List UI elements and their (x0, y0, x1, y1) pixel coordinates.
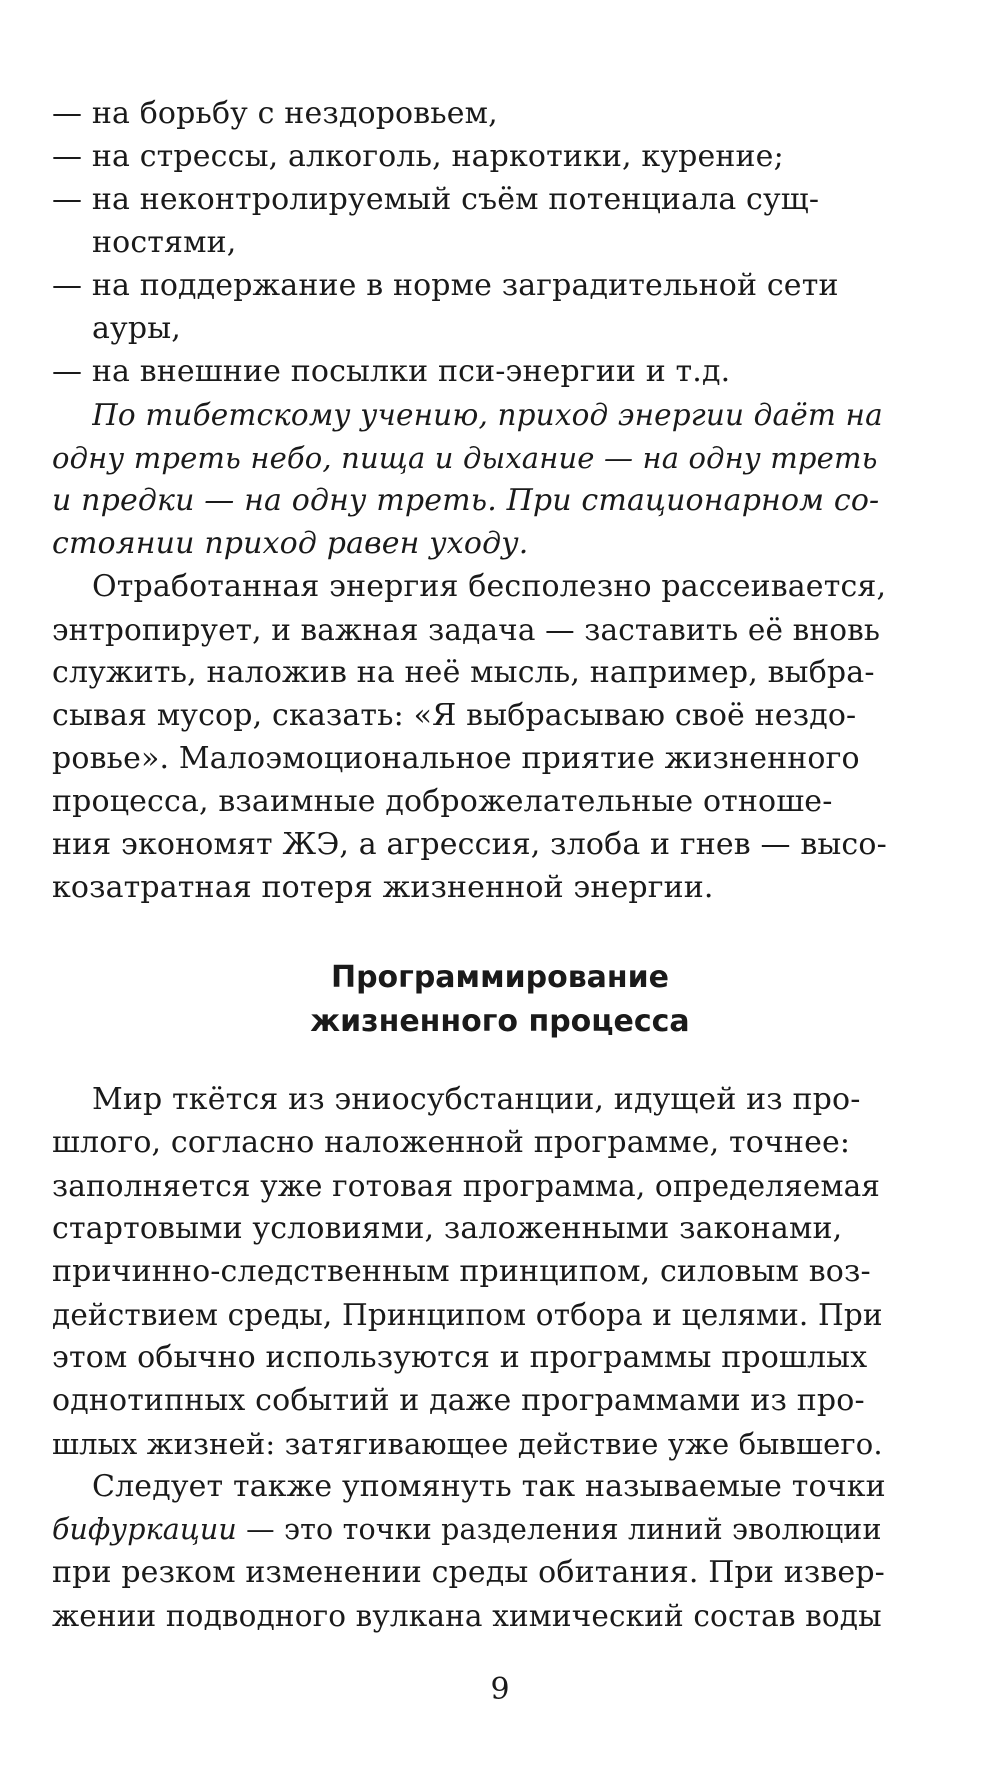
paragraph-line: жении подводного вулкана химический состав воды (52, 1599, 882, 1633)
list-item: — на неконтролируемый съём потенциала сущ- (52, 182, 820, 217)
paragraph-line: сывая мусор, сказать: «Я выбрасываю своё нездо- (52, 698, 857, 733)
paragraph-line: ния экономят ЖЭ, а агрессия, злоба и гнев — высо- (52, 827, 887, 862)
paragraph-line: шлых жизней: затягивающее действие уже бывшего. (52, 1427, 883, 1461)
list-item-continuation: ностями, (92, 225, 237, 260)
italic-paragraph-line: и предки — на одну треть. При стационарном со- (52, 483, 880, 518)
paragraph-line: при резком изменении среды обитания. При извер- (52, 1555, 885, 1590)
list-item-continuation: ауры, (92, 311, 181, 346)
list-item: — на борьбу с нездоровьем, (52, 96, 498, 131)
list-item: — на внешние посылки пси-энергии и т.д. (52, 354, 731, 389)
paragraph-line: служить, наложив на неё мысль, например, выбра- (52, 655, 875, 690)
section-heading-line-2: жизненного процесса (310, 1004, 690, 1039)
paragraph-line: действием среды, Принципом отбора и целями. При (52, 1298, 883, 1332)
page-number: 9 (490, 1672, 510, 1707)
paragraph-line: Следует также упомянуть так называемые точки (92, 1469, 886, 1504)
paragraph-line-mixed (52, 1512, 888, 1548)
italic-paragraph-line: стоянии приход равен уходу. (52, 526, 529, 561)
paragraph-line: заполняется уже готовая программа, определяемая (52, 1169, 881, 1203)
paragraph-line: стартовыми условиями, заложенными законами, (52, 1211, 843, 1246)
paragraph-line: процесса, взаимные доброжелательные отноше- (52, 784, 833, 819)
italic-term: бифуркации (52, 1513, 237, 1546)
paragraph-line: козатратная потеря жизненной энергии. (52, 870, 714, 905)
paragraph-line: причинно-следственным принципом, силовым воз- (52, 1254, 871, 1289)
section-heading-line-1: Программирование (330, 960, 670, 995)
paragraph-line: ровье». Малоэмоциональное приятие жизненного (52, 741, 860, 776)
paragraph-line: Отработанная энергия бесполезно рассеивается, (92, 569, 887, 604)
paragraph-line: шлого, согласно наложенной программе, точнее: (52, 1125, 851, 1160)
list-item: — на стрессы, алкоголь, наркотики, курение; (52, 139, 784, 174)
paragraph-line: этом обычно используются и программы прошлых (52, 1340, 868, 1375)
paragraph-line: однотипных событий и даже программами из про- (52, 1383, 865, 1418)
italic-paragraph-line: По тибетскому учению, приход энергии даёт на (92, 398, 883, 432)
paragraph-line: Мир ткётся из эниосубстанции, идущей из про- (92, 1082, 861, 1117)
list-item: — на поддержание в норме заградительной сети (52, 268, 839, 303)
paragraph-line-rest: — это точки разделения линий эволюции (236, 1513, 882, 1546)
paragraph-line: энтропирует, и важная задача — заставить её вновь (52, 613, 881, 647)
italic-paragraph-line: одну треть небо, пища и дыхание — на одну треть (52, 441, 878, 475)
